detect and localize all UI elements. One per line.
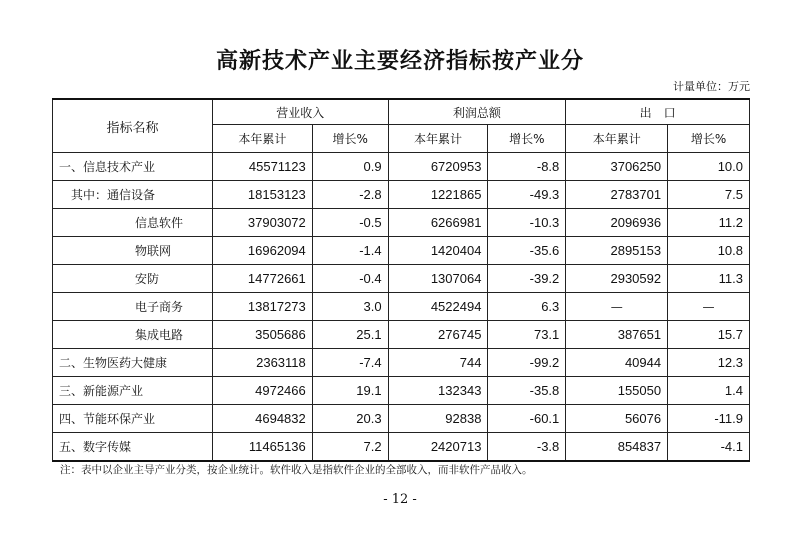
- table-cell: 73.1: [488, 321, 566, 349]
- header-profit-ytd: 本年累计: [388, 125, 488, 153]
- table-cell: -0.4: [312, 265, 388, 293]
- page-title: 高新技术产业主要经济指标按产业分: [215, 49, 584, 74]
- row-label: 电子商务: [53, 293, 213, 321]
- header-revenue-growth: 增长%: [312, 125, 388, 153]
- table-cell: 2420713: [388, 433, 488, 462]
- table-cell: 40944: [566, 349, 668, 377]
- table-cell: -39.2: [488, 265, 566, 293]
- table-cell: -10.3: [488, 209, 566, 237]
- table-cell: 15.7: [668, 321, 750, 349]
- table-cell: -11.9: [668, 405, 750, 433]
- header-export-ytd: 本年累计: [566, 125, 668, 153]
- table-cell: 6266981: [388, 209, 488, 237]
- row-label: 安防: [53, 265, 213, 293]
- table-cell: 11465136: [212, 433, 312, 462]
- table-cell: —: [566, 293, 668, 321]
- row-label: 其中：通信设备: [53, 181, 213, 209]
- table-cell: 25.1: [312, 321, 388, 349]
- table-cell: 1420404: [388, 237, 488, 265]
- table-cell: 132343: [388, 377, 488, 405]
- table-cell: -35.8: [488, 377, 566, 405]
- table-cell: 1.4: [668, 377, 750, 405]
- table-cell: -4.1: [668, 433, 750, 462]
- unit-label: 计量单位：万元: [673, 80, 750, 93]
- table-cell: 4522494: [388, 293, 488, 321]
- header-revenue-ytd: 本年累计: [212, 125, 312, 153]
- table-cell: 16962094: [212, 237, 312, 265]
- table-body: [53, 153, 750, 462]
- table-row: [53, 293, 750, 321]
- table-cell: 2783701: [566, 181, 668, 209]
- table-cell: 155050: [566, 377, 668, 405]
- table-cell: 0.9: [312, 153, 388, 181]
- table-cell: -49.3: [488, 181, 566, 209]
- table-cell: 6.3: [488, 293, 566, 321]
- table-cell: 2096936: [566, 209, 668, 237]
- table-cell: 7.2: [312, 433, 388, 462]
- header-revenue: 营业收入: [212, 99, 388, 125]
- table-cell: 19.1: [312, 377, 388, 405]
- table-cell: 3.0: [312, 293, 388, 321]
- table-cell: 45571123: [212, 153, 312, 181]
- table-row: [53, 321, 750, 349]
- table-cell: —: [668, 293, 750, 321]
- table-cell: -8.8: [488, 153, 566, 181]
- table-cell: 10.8: [668, 237, 750, 265]
- table-cell: 10.0: [668, 153, 750, 181]
- table-cell: -35.6: [488, 237, 566, 265]
- table-row: [53, 377, 750, 405]
- table-cell: 854837: [566, 433, 668, 462]
- row-label: 三、新能源产业: [53, 377, 213, 405]
- header-row-groups: [53, 99, 750, 125]
- row-label: 集成电路: [53, 321, 213, 349]
- header-export-growth: 增长%: [668, 125, 750, 153]
- row-label: 四、节能环保产业: [53, 405, 213, 433]
- table-cell: 7.5: [668, 181, 750, 209]
- page-number: - 12 -: [383, 492, 417, 507]
- table-cell: 4694832: [212, 405, 312, 433]
- table-cell: 3505686: [212, 321, 312, 349]
- table-cell: 18153123: [212, 181, 312, 209]
- table-cell: -60.1: [488, 405, 566, 433]
- table-row: [53, 405, 750, 433]
- table-cell: 92838: [388, 405, 488, 433]
- table-cell: 2930592: [566, 265, 668, 293]
- table-cell: 1307064: [388, 265, 488, 293]
- table-cell: 13817273: [212, 293, 312, 321]
- indicator-table: [52, 98, 750, 462]
- table-cell: 1221865: [388, 181, 488, 209]
- table-cell: 56076: [566, 405, 668, 433]
- table-cell: -3.8: [488, 433, 566, 462]
- table-cell: 6720953: [388, 153, 488, 181]
- table-row: [53, 349, 750, 377]
- table-cell: 20.3: [312, 405, 388, 433]
- table-cell: 4972466: [212, 377, 312, 405]
- table-cell: 12.3: [668, 349, 750, 377]
- table-row: [53, 181, 750, 209]
- row-label: 一、信息技术产业: [53, 153, 213, 181]
- header-profit-growth: 增长%: [488, 125, 566, 153]
- table-cell: -0.5: [312, 209, 388, 237]
- table-row: [53, 433, 750, 462]
- table-cell: 744: [388, 349, 488, 377]
- table-row: [53, 265, 750, 293]
- row-label: 信息软件: [53, 209, 213, 237]
- table-cell: -1.4: [312, 237, 388, 265]
- footnote: 注：表中以企业主导产业分类，按企业统计。软件收入是指软件企业的全部收入，而非软件产品收入。: [60, 464, 533, 476]
- row-label: 五、数字传媒: [53, 433, 213, 462]
- table-row: [53, 153, 750, 181]
- table-row: [53, 209, 750, 237]
- table-cell: 37903072: [212, 209, 312, 237]
- header-indicator-name: 指标名称: [53, 99, 213, 153]
- table-cell: 2363118: [212, 349, 312, 377]
- table-cell: 11.3: [668, 265, 750, 293]
- table-cell: 387651: [566, 321, 668, 349]
- header-export: 出 口: [566, 99, 750, 125]
- table-cell: 11.2: [668, 209, 750, 237]
- header-profit: 利润总额: [388, 99, 566, 125]
- table-cell: -99.2: [488, 349, 566, 377]
- table-cell: -2.8: [312, 181, 388, 209]
- table-cell: 14772661: [212, 265, 312, 293]
- table-cell: -7.4: [312, 349, 388, 377]
- row-label: 物联网: [53, 237, 213, 265]
- row-label: 二、生物医药大健康: [53, 349, 213, 377]
- table-cell: 2895153: [566, 237, 668, 265]
- table-cell: 276745: [388, 321, 488, 349]
- table-cell: 3706250: [566, 153, 668, 181]
- table-row: [53, 237, 750, 265]
